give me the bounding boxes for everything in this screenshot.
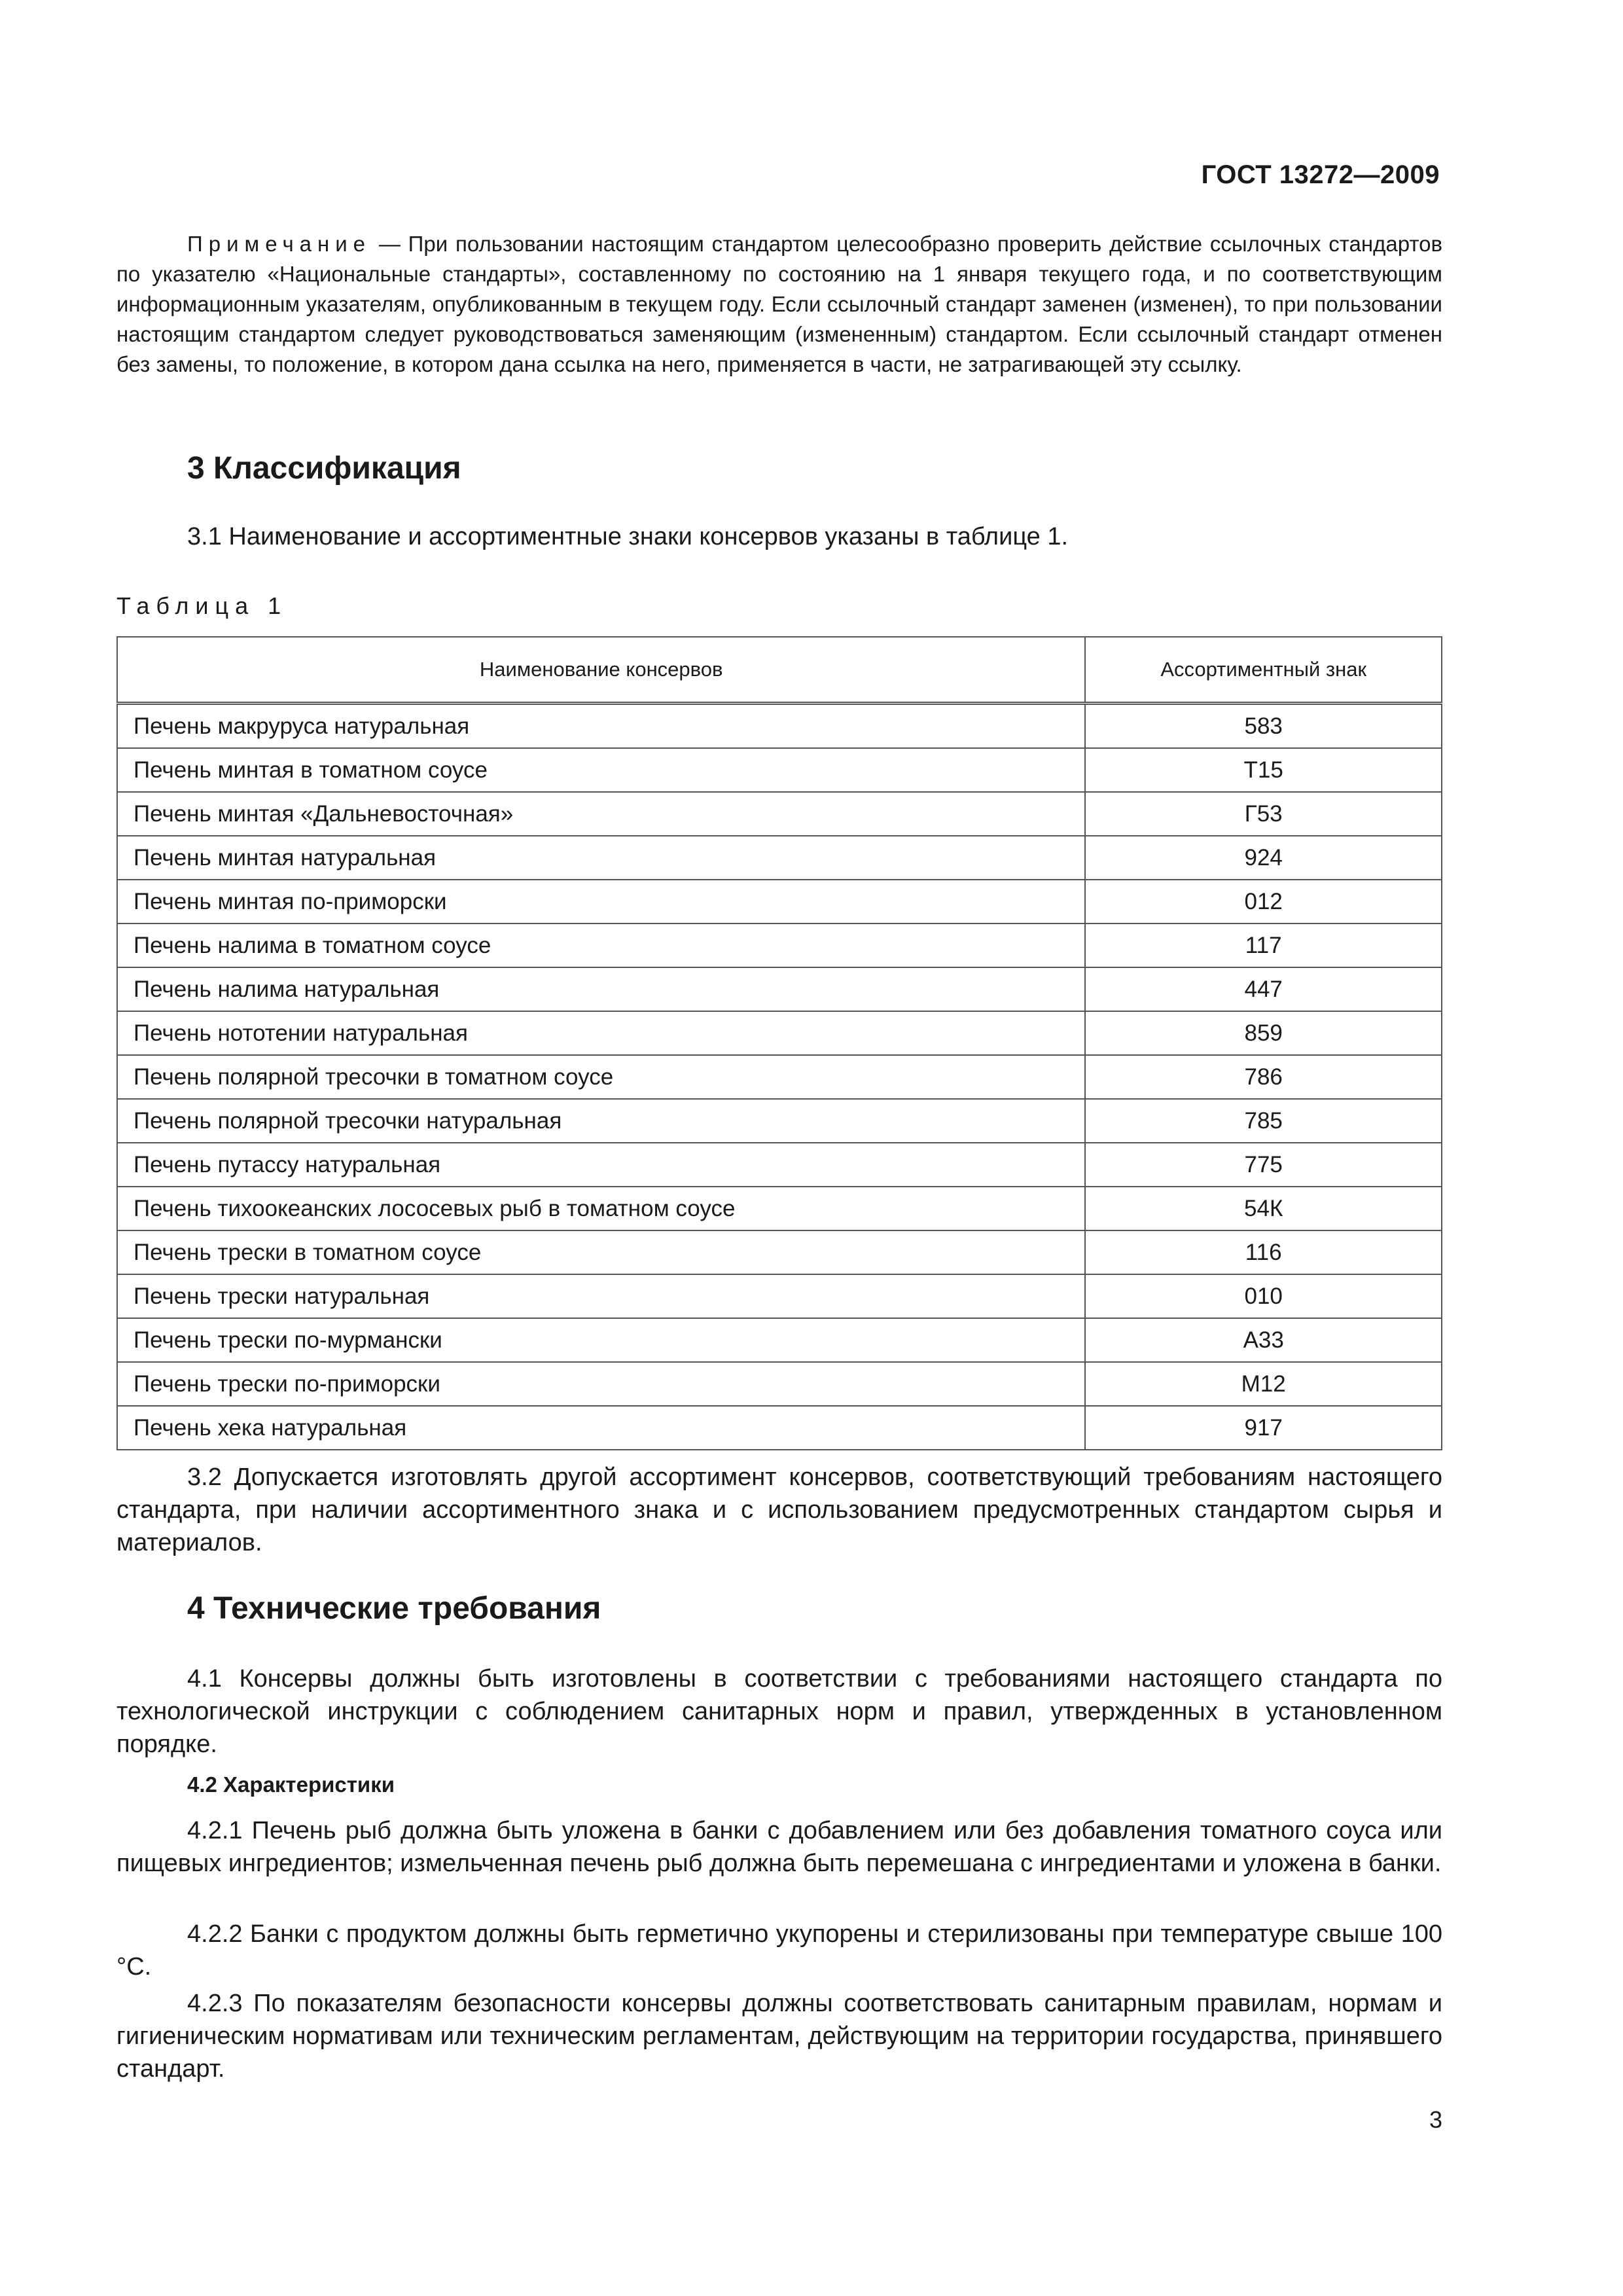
product-name-cell: Печень минтая «Дальневосточная» [117, 792, 1085, 836]
table-row [117, 1099, 1442, 1143]
note-label: Примечание [187, 232, 372, 256]
table-header-row [117, 637, 1442, 704]
assortment-code-cell: 116 [1085, 1230, 1442, 1274]
note-text: — При пользовании настоящим стандартом целесообразно проверить действие ссылочных стандартов по указателю «Национальные стандарты», составленному по состоянию на 1 января текущего года, и по соответствующим информационным указателям, опубликованным в текущем году. Если ссылочный стандарт заменен (изменен), то при пользовании настоящим стандартом следует руководствоваться заменяющим (измененным) стандартом. Если ссылочный стандарт отменен без замены, то положение, в котором дана ссылка на него, применяется в части, не затрагивающей эту ссылку. [116, 232, 1442, 376]
product-name-cell: Печень полярной тресочки натуральная [117, 1099, 1085, 1143]
assortment-code-cell: Т15 [1085, 748, 1442, 792]
table-row [117, 836, 1442, 880]
paragraph-4-2-3: 4.2.3 По показателям безопасности консервы должны соответствовать санитарным правилам, нормам и гигиеническим нормативам или техническим регламентам, действующим на территории государства, принявшего стандарт. [116, 1990, 1442, 2083]
assortment-code-cell: А33 [1085, 1318, 1442, 1362]
header-product-name: Наименование консервов [117, 637, 1085, 704]
table-row [117, 748, 1442, 792]
product-name-cell: Печень налима в томатном соусе [117, 924, 1085, 967]
paragraph-3-1: 3.1 Наименование и ассортиментные знаки консервов указаны в таблице 1. [187, 523, 1069, 550]
table-row [117, 1406, 1442, 1450]
product-name-cell: Печень трески натуральная [117, 1274, 1085, 1318]
reference-note [116, 229, 1442, 380]
product-name-cell: Печень трески по-приморски [117, 1362, 1085, 1406]
assortment-code-cell: 786 [1085, 1055, 1442, 1099]
table-row [117, 1187, 1442, 1230]
product-name-cell: Печень трески по-мурмански [117, 1318, 1085, 1362]
assortment-code-cell: 785 [1085, 1099, 1442, 1143]
product-name-cell: Печень трески в томатном соусе [117, 1230, 1085, 1274]
table-caption: Таблица 1 [116, 592, 288, 619]
assortment-code-cell: 117 [1085, 924, 1442, 967]
product-name-cell: Печень тихоокеанских лососевых рыб в томатном соусе [117, 1187, 1085, 1230]
product-name-cell: Печень макруруса натуральная [117, 704, 1085, 749]
table-row [117, 880, 1442, 924]
table-row [117, 1318, 1442, 1362]
product-name-cell: Печень хека натуральная [117, 1406, 1085, 1450]
assortment-code-cell: Г53 [1085, 792, 1442, 836]
table-row [117, 704, 1442, 749]
assortment-code-cell: 859 [1085, 1011, 1442, 1055]
table-row [117, 1055, 1442, 1099]
product-name-cell: Печень полярной тресочки в томатном соусе [117, 1055, 1085, 1099]
product-name-cell: Печень налима натуральная [117, 967, 1085, 1011]
assortment-code-cell: 447 [1085, 967, 1442, 1011]
assortment-code-cell: 924 [1085, 836, 1442, 880]
page-number: 3 [1429, 2106, 1442, 2133]
product-name-cell: Печень минтая по-приморски [117, 880, 1085, 924]
assortment-code-cell: 775 [1085, 1143, 1442, 1187]
table-row [117, 1011, 1442, 1055]
assortment-code-cell: 012 [1085, 880, 1442, 924]
paragraph-3-2: 3.2 Допускается изготовлять другой ассортимент консервов, соответствующий требованиям настоящего стандарта, при наличии ассортиментного знака и с использованием предусмотренных стандартом сырья и материалов. [116, 1463, 1442, 1556]
section-4-heading: 4 Технические требования [187, 1591, 601, 1626]
table-body [117, 704, 1442, 1450]
document-code: ГОСТ 13272—2009 [1201, 160, 1440, 189]
assortment-table [116, 636, 1442, 1450]
table-row [117, 792, 1442, 836]
subsection-4-2-heading: 4.2 Характеристики [187, 1772, 395, 1797]
section-3-heading: 3 Классификация [187, 451, 461, 486]
table-row [117, 967, 1442, 1011]
table-row [117, 1362, 1442, 1406]
paragraph-4-2-1: 4.2.1 Печень рыб должна быть уложена в банки с добавлением или без добавления томатного соуса или пищевых ингредиентов; измельченная печень рыб должна быть перемешана с ингредиентами и уложена в банки. [116, 1817, 1442, 1877]
product-name-cell: Печень путассу натуральная [117, 1143, 1085, 1187]
product-name-cell: Печень минтая в томатном соусе [117, 748, 1085, 792]
paragraph-4-2-2: 4.2.2 Банки с продуктом должны быть герметично укупорены и стерилизованы при температуре свыше 100 °С. [116, 1920, 1442, 1981]
header-assortment-code: Ассортиментный знак [1085, 637, 1442, 704]
table-row [117, 924, 1442, 967]
assortment-code-cell: 010 [1085, 1274, 1442, 1318]
product-name-cell: Печень минтая натуральная [117, 836, 1085, 880]
paragraph-4-1: 4.1 Консервы должны быть изготовлены в соответствии с требованиями настоящего стандарта по технологической инструкции с соблюдением санитарных норм и правил, утвержденных в установленном порядке. [116, 1665, 1442, 1758]
table-row [117, 1274, 1442, 1318]
assortment-code-cell: 54К [1085, 1187, 1442, 1230]
assortment-code-cell: 917 [1085, 1406, 1442, 1450]
table-row [117, 1143, 1442, 1187]
table-row [117, 1230, 1442, 1274]
assortment-code-cell: М12 [1085, 1362, 1442, 1406]
product-name-cell: Печень нототении натуральная [117, 1011, 1085, 1055]
assortment-code-cell: 583 [1085, 704, 1442, 749]
